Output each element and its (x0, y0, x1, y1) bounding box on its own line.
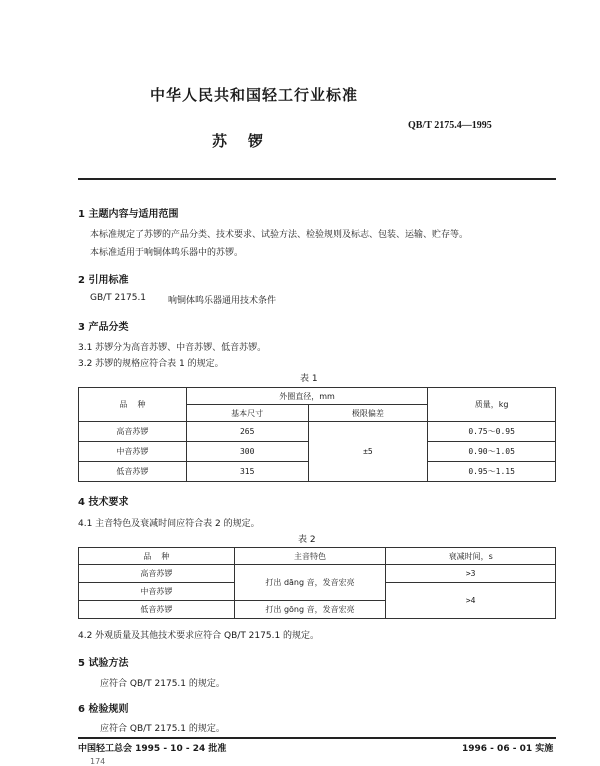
section-5-paragraph: 应符合 QB/T 2175.1 的规定。 (100, 679, 225, 689)
table-2-cell-decay: >3 (386, 565, 556, 583)
table-1-cell-size: 315 (186, 462, 308, 482)
table-2-header-variety: 品 种 (79, 548, 235, 565)
clause-4-1: 4.1 主音特色及衰减时间应符合表 2 的规定。 (78, 519, 260, 529)
table-1-cell-variety: 高音苏锣 (79, 422, 187, 442)
table-2 (78, 547, 556, 619)
table-1-header-mass: 质量，kg (428, 388, 556, 422)
clause-3-1: 3.1 苏锣分为高音苏锣、中音苏锣、低音苏锣。 (78, 343, 267, 353)
reference-code: GB/T 2175.1 (90, 293, 147, 303)
section-2-heading: 2 引用标准 (78, 275, 129, 286)
table-row (79, 565, 556, 583)
section-1-heading: 1 主题内容与适用范围 (78, 209, 179, 220)
document-title: 苏 锣 (212, 132, 263, 150)
table-2-cell-tone: 打出 dāng 音，发音宏亮 (234, 565, 386, 601)
table-1-header-outer-diameter: 外圈直径，mm (186, 388, 427, 405)
table-2-header-decay: 衰减时间，s (386, 548, 556, 565)
reference-title: 响铜体鸣乐器通用技术条件 (168, 296, 277, 306)
table-2-cell-tone: 打出 gōng 音，发音宏亮 (234, 601, 386, 619)
page-number: 174 (90, 757, 106, 766)
table-1-header-tolerance: 极限偏差 (308, 405, 428, 422)
standard-code: QB/T 2175.4—1995 (408, 120, 492, 131)
table-1-header-variety: 品 种 (79, 388, 187, 422)
footer-rule (78, 737, 556, 739)
section-1-paragraph-1: 本标准规定了苏锣的产品分类、技术要求、试验方法、检验规则及标志、包装、运输、贮存等。 (90, 230, 469, 240)
header-rule (78, 178, 556, 180)
section-6-heading: 6 检验规则 (78, 704, 129, 715)
table-2-cell-variety: 低音苏锣 (79, 601, 235, 619)
table-1-cell-variety: 低音苏锣 (79, 462, 187, 482)
table-1-cell-variety: 中音苏锣 (79, 442, 187, 462)
table-2-cell-decay: >4 (386, 583, 556, 619)
table-1-caption: 表 1 (300, 374, 318, 384)
table-1-cell-tolerance: ±5 (308, 422, 428, 482)
table-row (79, 422, 556, 442)
table-2-header-tone: 主音特色 (234, 548, 386, 565)
table-1 (78, 387, 556, 482)
table-2-caption: 表 2 (298, 535, 316, 545)
table-1-cell-mass: 0.75～0.95 (428, 422, 556, 442)
clause-4-2: 4.2 外观质量及其他技术要求应符合 QB/T 2175.1 的规定。 (78, 631, 320, 641)
section-5-heading: 5 试验方法 (78, 658, 129, 669)
implementation-line: 1996 - 06 - 01 实施 (462, 744, 554, 754)
section-4-heading: 4 技术要求 (78, 497, 129, 508)
org-title: 中华人民共和国轻工行业标准 (150, 86, 359, 104)
clause-3-2: 3.2 苏锣的规格应符合表 1 的规定。 (78, 359, 224, 369)
section-3-heading: 3 产品分类 (78, 322, 129, 333)
table-2-cell-variety: 高音苏锣 (79, 565, 235, 583)
approval-line: 中国轻工总会 1995 - 10 - 24 批准 (78, 744, 227, 754)
table-1-cell-size: 300 (186, 442, 308, 462)
table-2-cell-variety: 中音苏锣 (79, 583, 235, 601)
table-1-cell-mass: 0.90～1.05 (428, 442, 556, 462)
section-1-paragraph-2: 本标准适用于响铜体鸣乐器中的苏锣。 (90, 248, 244, 258)
table-1-header-basic-size: 基本尺寸 (186, 405, 308, 422)
table-1-cell-size: 265 (186, 422, 308, 442)
section-6-paragraph: 应符合 QB/T 2175.1 的规定。 (100, 724, 225, 734)
table-1-cell-mass: 0.95～1.15 (428, 462, 556, 482)
